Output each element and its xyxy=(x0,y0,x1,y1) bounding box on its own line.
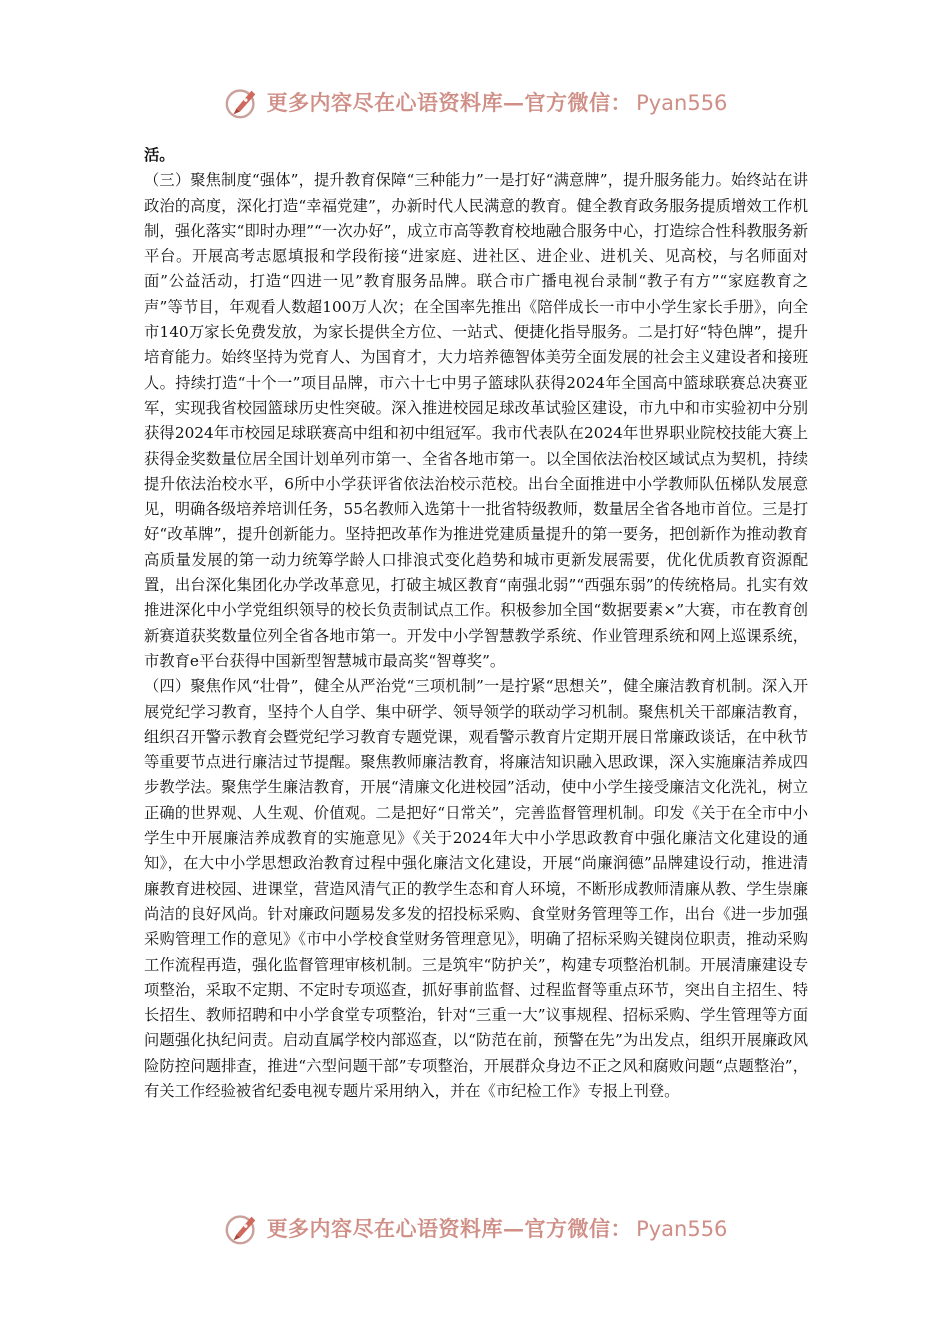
banner-id: Pyan556 xyxy=(636,1217,728,1241)
footer-banner xyxy=(0,1206,950,1250)
paragraph-section-four: （四）聚焦作风“壮骨”，健全从严治党“三项机制”一是拧紧“思想关”，健全廉洁教育机制。深入开展党纪学习教育，坚持个人自学、集中研学、领导领学的联动学习机制。聚焦机关干部廉洁教育，组织召开警示教育会暨党纪学习教育专题党课，观看警示教育片定期开展日常廉政谈话，在中秋节等重要节点进行廉洁过节提醒。聚焦教师廉洁教育，将廉洁知识融入思政课，深入实施廉洁养成四步教学法。聚焦学生廉洁教育，开展“清廉文化进校园”活动，使中小学生接受廉洁文化洗礼，树立正确的世界观、人生观、价值观。二是把好“日常关”，完善监督管理机制。印发《关于在全市中小学生中开展廉洁养成教育的实施意见》《关于2024年大中小学思政教育中强化廉洁文化建设的通知》，在大中小学思想政治教育过程中强化廉洁文化建设，开展“尚廉润德”品牌建设行动，推进清廉教育进校园、进课堂，营造风清气正的教学生态和育人环境，不断形成教师清廉从教、学生崇廉尚洁的良好风尚。针对廉政问题易发多发的招投标采购、食堂财务管理等工作，出台《进一步加强采购管理工作的意见》《市中小学校食堂财务管理意见》，明确了招标采购关键岗位职责，推动采购工作流程再造，强化监督管理审核机制。三是筑牢“防护关”，构建专项整治机制。开展清廉建设专项整治，采取不定期、不定时专项巡查，抓好事前监督、过程监督等重点环节，突出自主招生、特长招生、教师招聘和中小学食堂专项整治，针对“三重一大”议事规程、招标采购、学生管理等方面问题强化执纪问责。启动直属学校内部巡查，以“防范在前，预警在先”为出发点，组织开展廉政风险防控问题排查，推进“六型问题干部”专项整治，开展群众身边不正之风和腐败问题“点题整治”，有关工作经验被省纪委电视专题片采用纳入，并在《市纪检工作》专报上刊登。 xyxy=(144,677,808,1100)
banner-text xyxy=(267,1213,728,1243)
header-banner xyxy=(0,80,950,124)
banner-label: 更多内容尽在心语资料库—官方微信： xyxy=(266,1216,633,1241)
banner-label: 更多内容尽在心语资料库—官方微信： xyxy=(266,90,633,115)
document-body xyxy=(144,143,808,1104)
paragraph-continuation: 活。 xyxy=(144,146,175,164)
pen-nib-circle-icon xyxy=(223,1209,261,1247)
paragraph-section-three: （三）聚焦制度“强体”，提升教育保障“三种能力”一是打好“满意牌”，提升服务能力。始终站在讲政治的高度，深化打造“幸福党建”，办新时代人民满意的教育。健全教育政务服务提质增效工作机制，强化落实“即时办理”“一次办好”，成立市高等教育校地融合服务中心，打造综合性科教服务新平台。开展高考志愿填报和学段衔接“进家庭、进社区、进企业、进机关、见高校，与名师面对面”公益活动，打造“四进一见”教育服务品牌。联合市广播电视台录制“教子有方”“家庭教育之声”等节目，年观看人数超100万人次；在全国率先推出《陪伴成长一市中小学生家长手册》，向全市140万家长免费发放，为家长提供全方位、一站式、便捷化指导服务。二是打好“特色牌”，提升培育能力。始终坚持为党育人、为国育才，大力培养德智体美劳全面发展的社会主义建设者和接班人。持续打造“十个一”项目品牌，市六十七中男子篮球队获得2024年全国高中篮球联赛总决赛亚军，实现我省校园篮球历史性突破。深入推进校园足球改革试验区建设，市九中和市实验初中分别获得2024年市校园足球联赛高中组和初中组冠军。我市代表队在2024年世界职业院校技能大赛上获得金奖数量位居全国计划单列市第一、全省各地市第一。以全国依法治校区域试点为契机，持续提升依法治校水平，6所中小学获评省依法治校示范校。出台全面推进中小学教师队伍梯队发展意见，明确各级培养培训任务，55名教师入选第十一批省特级教师，数量居全省各地市首位。三是打好“改革牌”，提升创新能力。坚持把改革作为推进党建质量提升的第一要务，把创新作为推动教育高质量发展的第一动力统筹学龄人口排浪式变化趋势和城市更新发展需要，优化优质教育资源配置，出台深化集团化办学改革意见，打破主城区教育“南强北弱”“西强东弱”的传统格局。扎实有效推进深化中小学党组织领导的校长负责制试点工作。积极参加全国“数据要素×”大赛，市在教育创新赛道获奖数量位列全省各地市第一。开发中小学智慧教学系统、作业管理系统和网上巡课系统，市教育e平台获得中国新型智慧城市最高奖“智尊奖”。 xyxy=(144,171,808,670)
footer-banner-inner xyxy=(223,1209,728,1247)
banner-text xyxy=(267,87,728,117)
header-banner-inner xyxy=(223,83,728,121)
banner-id: Pyan556 xyxy=(636,91,728,115)
pen-nib-circle-icon xyxy=(223,83,261,121)
